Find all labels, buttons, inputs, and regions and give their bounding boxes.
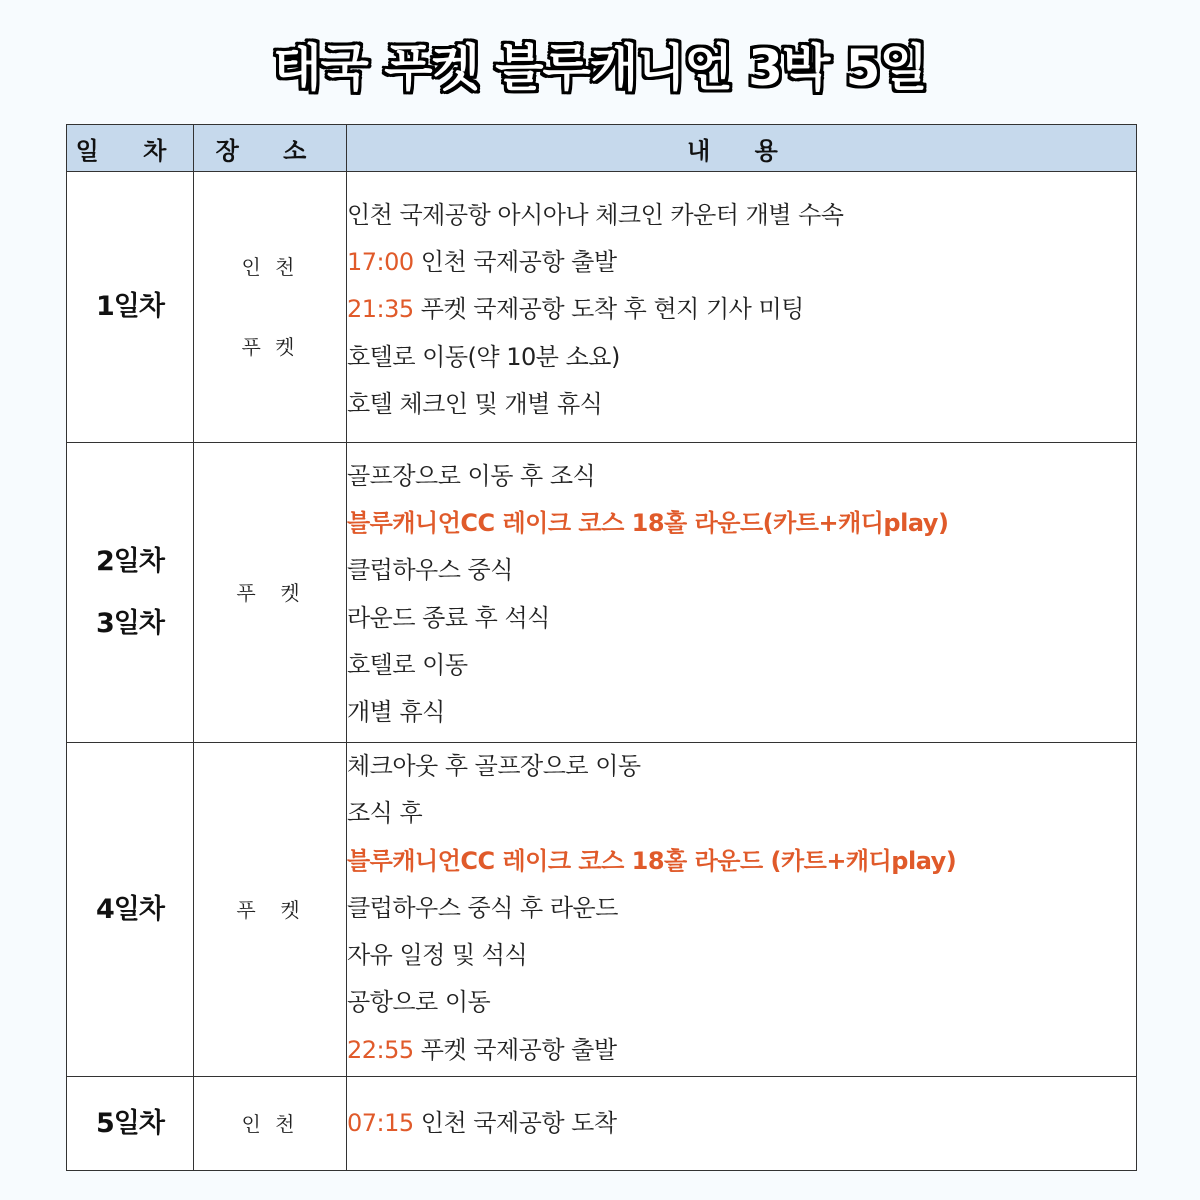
schedule-line: 클럽하우스 중식 후 라운드 xyxy=(347,893,618,922)
table-row xyxy=(67,172,1137,443)
schedule-text: 호텔 체크인 및 개별 휴식 xyxy=(347,389,603,418)
schedule-line: 라운드 종료 후 석식 xyxy=(347,603,550,632)
schedule-time: 22:55 xyxy=(347,1035,414,1064)
schedule-line: 자유 일정 및 석식 xyxy=(347,941,528,970)
schedule-text: 인천 국제공항 아시아나 체크인 카운터 개별 수속 xyxy=(347,200,844,229)
place-label: 인 천 xyxy=(241,255,299,279)
schedule-line: 개별 휴식 xyxy=(347,698,445,727)
schedule-line xyxy=(347,381,1136,428)
day-cell xyxy=(67,1077,194,1171)
schedule-line: 체크아웃 후 골프장으로 이동 xyxy=(347,752,641,780)
place-label: 푸 켓 xyxy=(241,335,299,359)
header-place: 장 소 xyxy=(194,125,347,172)
schedule-line: 공항으로 이동 xyxy=(347,988,491,1017)
place-cell xyxy=(194,743,347,1077)
place-label: 푸 켓 xyxy=(236,580,304,605)
schedule-text: 푸켓 국제공항 도착 후 현지 기사 미팅 xyxy=(413,295,804,324)
schedule-line-highlight: 블루캐니언CC 레이크 코스 18홀 라운드(카트+캐디play) xyxy=(347,508,949,537)
schedule-time: 21:35 xyxy=(347,295,414,324)
content-cell xyxy=(347,443,1137,743)
schedule-line: 골프장으로 이동 후 조식 xyxy=(347,461,596,490)
day-label: 2일차 xyxy=(96,545,164,577)
header-day: 일 차 xyxy=(67,125,194,172)
content-cell xyxy=(347,1077,1137,1171)
day-cell xyxy=(67,443,194,743)
schedule-line xyxy=(347,286,1136,333)
day-label: 5일차 xyxy=(96,1107,164,1139)
content-cell xyxy=(347,172,1137,443)
schedule-line: 호텔로 이동 xyxy=(347,650,468,679)
day-cell xyxy=(67,172,194,443)
table-row xyxy=(67,1077,1137,1171)
place-cell xyxy=(194,443,347,743)
schedule-text: 인천 국제공항 출발 xyxy=(413,248,617,277)
schedule-line xyxy=(347,239,1136,286)
place-cell xyxy=(194,1077,347,1171)
schedule-text: 호텔로 이동(약 10분 소요) xyxy=(347,342,620,371)
schedule-line: 클럽하우스 중식 xyxy=(347,556,513,585)
content-cell xyxy=(347,743,1137,1077)
schedule-time: 17:00 xyxy=(347,248,414,277)
schedule-text: 푸켓 국제공항 출발 xyxy=(413,1035,617,1064)
schedule-line-highlight: 블루캐니언CC 레이크 코스 18홀 라운드 (카트+캐디play) xyxy=(347,846,957,875)
day-cell xyxy=(67,743,194,1077)
schedule-line xyxy=(347,334,1136,381)
schedule-time: 07:15 xyxy=(347,1108,414,1137)
table-row xyxy=(67,443,1137,743)
itinerary-table xyxy=(66,124,1137,1171)
table-row xyxy=(67,743,1137,1077)
day-label: 1일차 xyxy=(96,291,164,322)
place-label: 푸 켓 xyxy=(236,897,304,922)
day-label: 3일차 xyxy=(96,607,164,639)
schedule-line xyxy=(347,192,1136,239)
header-content: 내 용 xyxy=(347,125,1137,172)
schedule-line xyxy=(347,1027,1136,1074)
schedule-line xyxy=(347,1100,1136,1147)
place-cell xyxy=(194,172,347,443)
page-title: 태국 푸켓 블루캐니언 3박 5일 xyxy=(273,39,927,97)
place-label: 인 천 xyxy=(241,1111,299,1136)
schedule-text: 인천 국제공항 도착 xyxy=(413,1108,617,1137)
table-header-row xyxy=(67,125,1137,172)
schedule-line: 조식 후 xyxy=(347,799,423,828)
day-label: 4일차 xyxy=(96,893,164,925)
